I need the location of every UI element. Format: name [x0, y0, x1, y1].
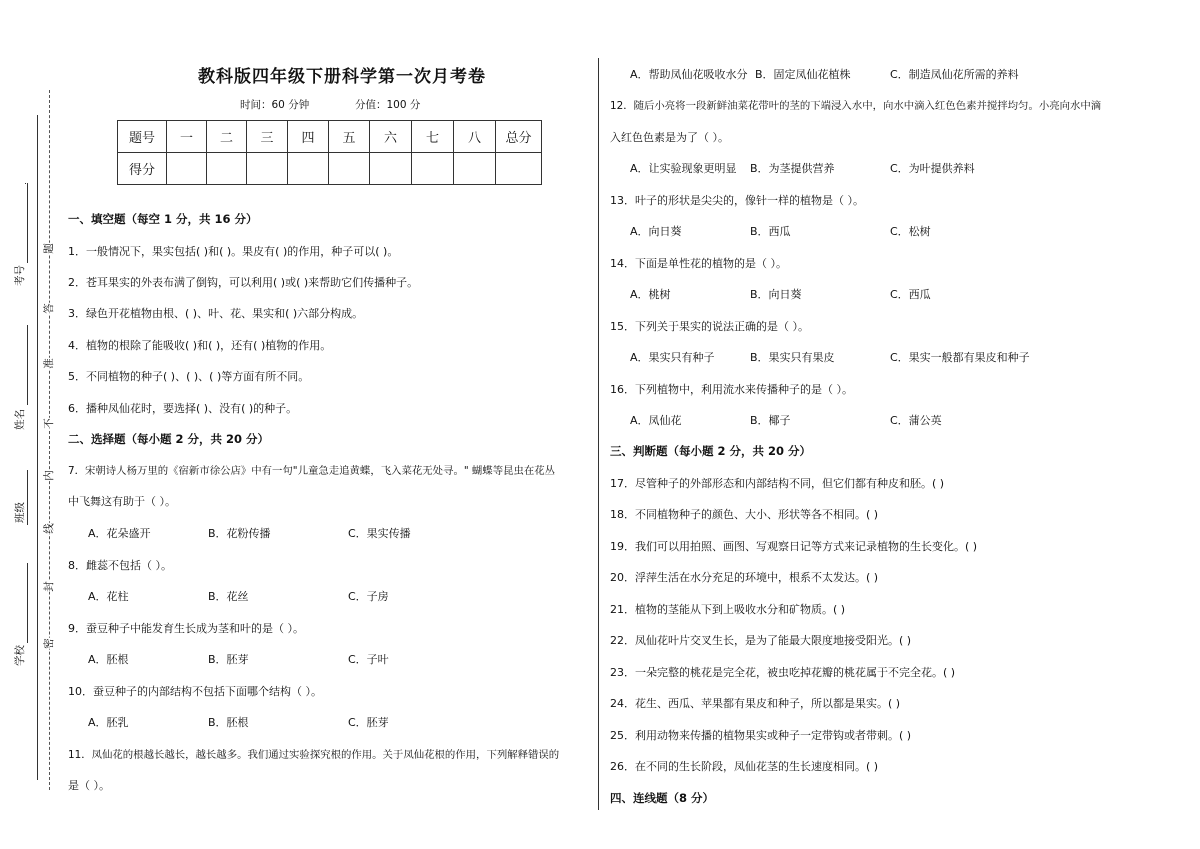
option[interactable]: A．花朵盛开: [88, 527, 151, 540]
binding-dashed-line: [49, 90, 50, 790]
option[interactable]: B．胚根: [208, 716, 249, 729]
question: 是（ ）。: [68, 779, 110, 792]
exam-no-label: 考号: [14, 265, 26, 286]
question: 19．我们可以用拍照、画图、写观察日记等方式来记录植物的生长变化。( ): [610, 540, 978, 553]
question: 26．在不同的生长阶段，凤仙花茎的生长速度相同。( ): [610, 760, 879, 773]
table-cell: 总分: [496, 121, 542, 153]
score-table: [117, 120, 542, 185]
question: 10．蚕豆种子的内部结构不包括下面哪个结构（ ）。: [68, 685, 322, 698]
table-cell: 八: [454, 121, 496, 153]
option[interactable]: B．胚芽: [208, 653, 249, 666]
question: 16．下列植物中，利用流水来传播种子的是（ ）。: [610, 383, 853, 396]
name-label: 姓名: [14, 409, 26, 430]
school-underline: [27, 563, 28, 643]
exam-time: 时间：60 分钟: [240, 99, 310, 111]
binding-char: 准: [40, 358, 57, 369]
option[interactable]: C．果实传播: [348, 527, 411, 540]
question: 15．下列关于果实的说法正确的是（ ）。: [610, 320, 809, 333]
table-cell: 一: [167, 121, 207, 153]
question: 3．绿色开花植物由根、( )、叶、花、果实和( )六部分构成。: [68, 307, 364, 320]
option[interactable]: C．制造凤仙花所需的养料: [890, 68, 1019, 81]
option[interactable]: B．固定凤仙花植株: [755, 68, 851, 81]
table-cell: 题号: [118, 121, 167, 153]
score-table-score-row: [118, 153, 542, 185]
option[interactable]: B．果实只有果皮: [750, 351, 835, 364]
question: 23．一朵完整的桃花是完全花，被虫吃掉花瓣的桃花属于不完全花。( ): [610, 666, 956, 679]
question: 25．利用动物来传播的植物果实或种子一定带钩或者带刺。( ): [610, 729, 912, 742]
option[interactable]: A．果实只有种子: [630, 351, 715, 364]
exam-total-score: 分值：100 分: [355, 99, 421, 111]
table-cell: 二: [207, 121, 247, 153]
option[interactable]: A．花柱: [88, 590, 129, 603]
question: 1．一般情况下，果实包括( )和( )。果皮有( )的作用，种子可以( )。: [68, 245, 399, 258]
score-cell[interactable]: [167, 153, 207, 185]
binding-char: 封: [40, 581, 57, 592]
question: 18．不同植物种子的颜色、大小、形状等各不相同。( ): [610, 508, 879, 521]
score-cell[interactable]: [329, 153, 370, 185]
option[interactable]: A．胚根: [88, 653, 129, 666]
option[interactable]: B．向日葵: [750, 288, 802, 301]
question: 24．花生、西瓜、苹果都有果皮和种子，所以都是果实。( ): [610, 697, 901, 710]
question: 12．随后小亮将一段新鲜油菜花带叶的茎的下端浸入水中，向水中滴入红色色素并搅拌均匀。小亮向水中滴: [610, 100, 1102, 112]
question: 2．苍耳果实的外表布满了倒钩，可以利用( )或( )来帮助它们传播种子。: [68, 276, 419, 289]
section-heading: 一、填空题（每空 1 分，共 16 分）: [68, 212, 258, 226]
question: 17．尽管种子的外部形态和内部结构不同，但它们都有种皮和胚。( ): [610, 477, 945, 490]
question: 11．凤仙花的根越长越长，越长越多。我们通过实验探究根的作用。关于凤仙花根的作用，下列解释错误的: [68, 749, 560, 761]
table-cell: 得分: [118, 153, 167, 185]
question: 22．凤仙花叶片交叉生长，是为了能最大限度地接受阳光。( ): [610, 634, 912, 647]
question: 8．雌蕊不包括（ ）。: [68, 559, 172, 572]
name-underline: [27, 325, 28, 405]
score-cell[interactable]: [496, 153, 542, 185]
table-cell: 六: [370, 121, 412, 153]
option[interactable]: A．向日葵: [630, 225, 682, 238]
question: 21．植物的茎能从下到上吸收水分和矿物质。( ): [610, 603, 846, 616]
section-heading: 二、选择题（每小题 2 分，共 20 分）: [68, 432, 270, 446]
table-cell: 五: [329, 121, 370, 153]
school-label: 学校: [14, 645, 26, 666]
option[interactable]: A．凤仙花: [630, 414, 682, 427]
score-cell[interactable]: [288, 153, 329, 185]
spacer: [25, 183, 26, 184]
option[interactable]: B．为茎提供营养: [750, 162, 835, 175]
option[interactable]: C．为叶提供养料: [890, 162, 975, 175]
score-cell[interactable]: [370, 153, 412, 185]
binding-char: 线: [40, 523, 57, 534]
option[interactable]: A．让实验现象更明显: [630, 162, 737, 175]
option[interactable]: C．胚芽: [348, 716, 389, 729]
score-cell[interactable]: [412, 153, 454, 185]
question: 6．播种凤仙花时，要选择( )、没有( )的种子。: [68, 402, 298, 415]
question: 入红色色素是为了（ ）。: [610, 131, 729, 144]
question: 9．蚕豆种子中能发育生长成为茎和叶的是（ ）。: [68, 622, 304, 635]
option[interactable]: C．蒲公英: [890, 414, 942, 427]
score-cell[interactable]: [454, 153, 496, 185]
section-heading: 四、连线题（8 分）: [610, 791, 715, 805]
question: 13．叶子的形状是尖尖的，像针一样的植物是（ ）。: [610, 194, 864, 207]
question: 4．植物的根除了能吸收( )和( )，还有( )植物的作用。: [68, 339, 332, 352]
section-heading: 三、判断题（每小题 2 分，共 20 分）: [610, 444, 812, 458]
score-cell[interactable]: [247, 153, 288, 185]
score-table-header-row: [118, 121, 542, 153]
option[interactable]: B．西瓜: [750, 225, 791, 238]
option[interactable]: A．胚乳: [88, 716, 129, 729]
option[interactable]: B．花丝: [208, 590, 249, 603]
option[interactable]: C．子房: [348, 590, 389, 603]
score-cell[interactable]: [207, 153, 247, 185]
binding-char: 密: [40, 638, 57, 649]
question: 20．浮萍生活在水分充足的环境中，根系不太发达。( ): [610, 571, 879, 584]
page-title: 教科版四年级下册科学第一次月考卷: [198, 67, 486, 87]
option[interactable]: C．果实一般都有果皮和种子: [890, 351, 1030, 364]
option[interactable]: C．子叶: [348, 653, 389, 666]
question: 7．宋朝诗人杨万里的《宿新市徐公店》中有一句"儿童急走追黄蝶，飞入菜花无处寻。" 蝴蝶等昆虫在花丛: [68, 465, 556, 477]
option[interactable]: B．花粉传播: [208, 527, 271, 540]
exam-no-underline: [27, 183, 28, 263]
option[interactable]: C．西瓜: [890, 288, 931, 301]
question: 5．不同植物的种子( )、( )、( )等方面有所不同。: [68, 370, 310, 383]
option[interactable]: A．桃树: [630, 288, 671, 301]
binding-char: 答: [40, 303, 57, 314]
question: 中飞舞这有助于（ ）。: [68, 495, 176, 508]
class-underline: [27, 470, 28, 525]
option[interactable]: B．椰子: [750, 414, 791, 427]
column-divider: [598, 58, 599, 810]
option[interactable]: A．帮助凤仙花吸收水分: [630, 68, 748, 81]
binding-char: 内: [40, 470, 57, 481]
table-cell: 七: [412, 121, 454, 153]
table-cell: 三: [247, 121, 288, 153]
table-cell: 四: [288, 121, 329, 153]
binding-char: 题: [40, 243, 57, 254]
binding-margin-line: [37, 115, 38, 780]
option[interactable]: C．松树: [890, 225, 931, 238]
question: 14．下面是单性花的植物的是（ ）。: [610, 257, 787, 270]
binding-char: 不: [40, 418, 57, 429]
class-label: 班级: [14, 502, 26, 523]
